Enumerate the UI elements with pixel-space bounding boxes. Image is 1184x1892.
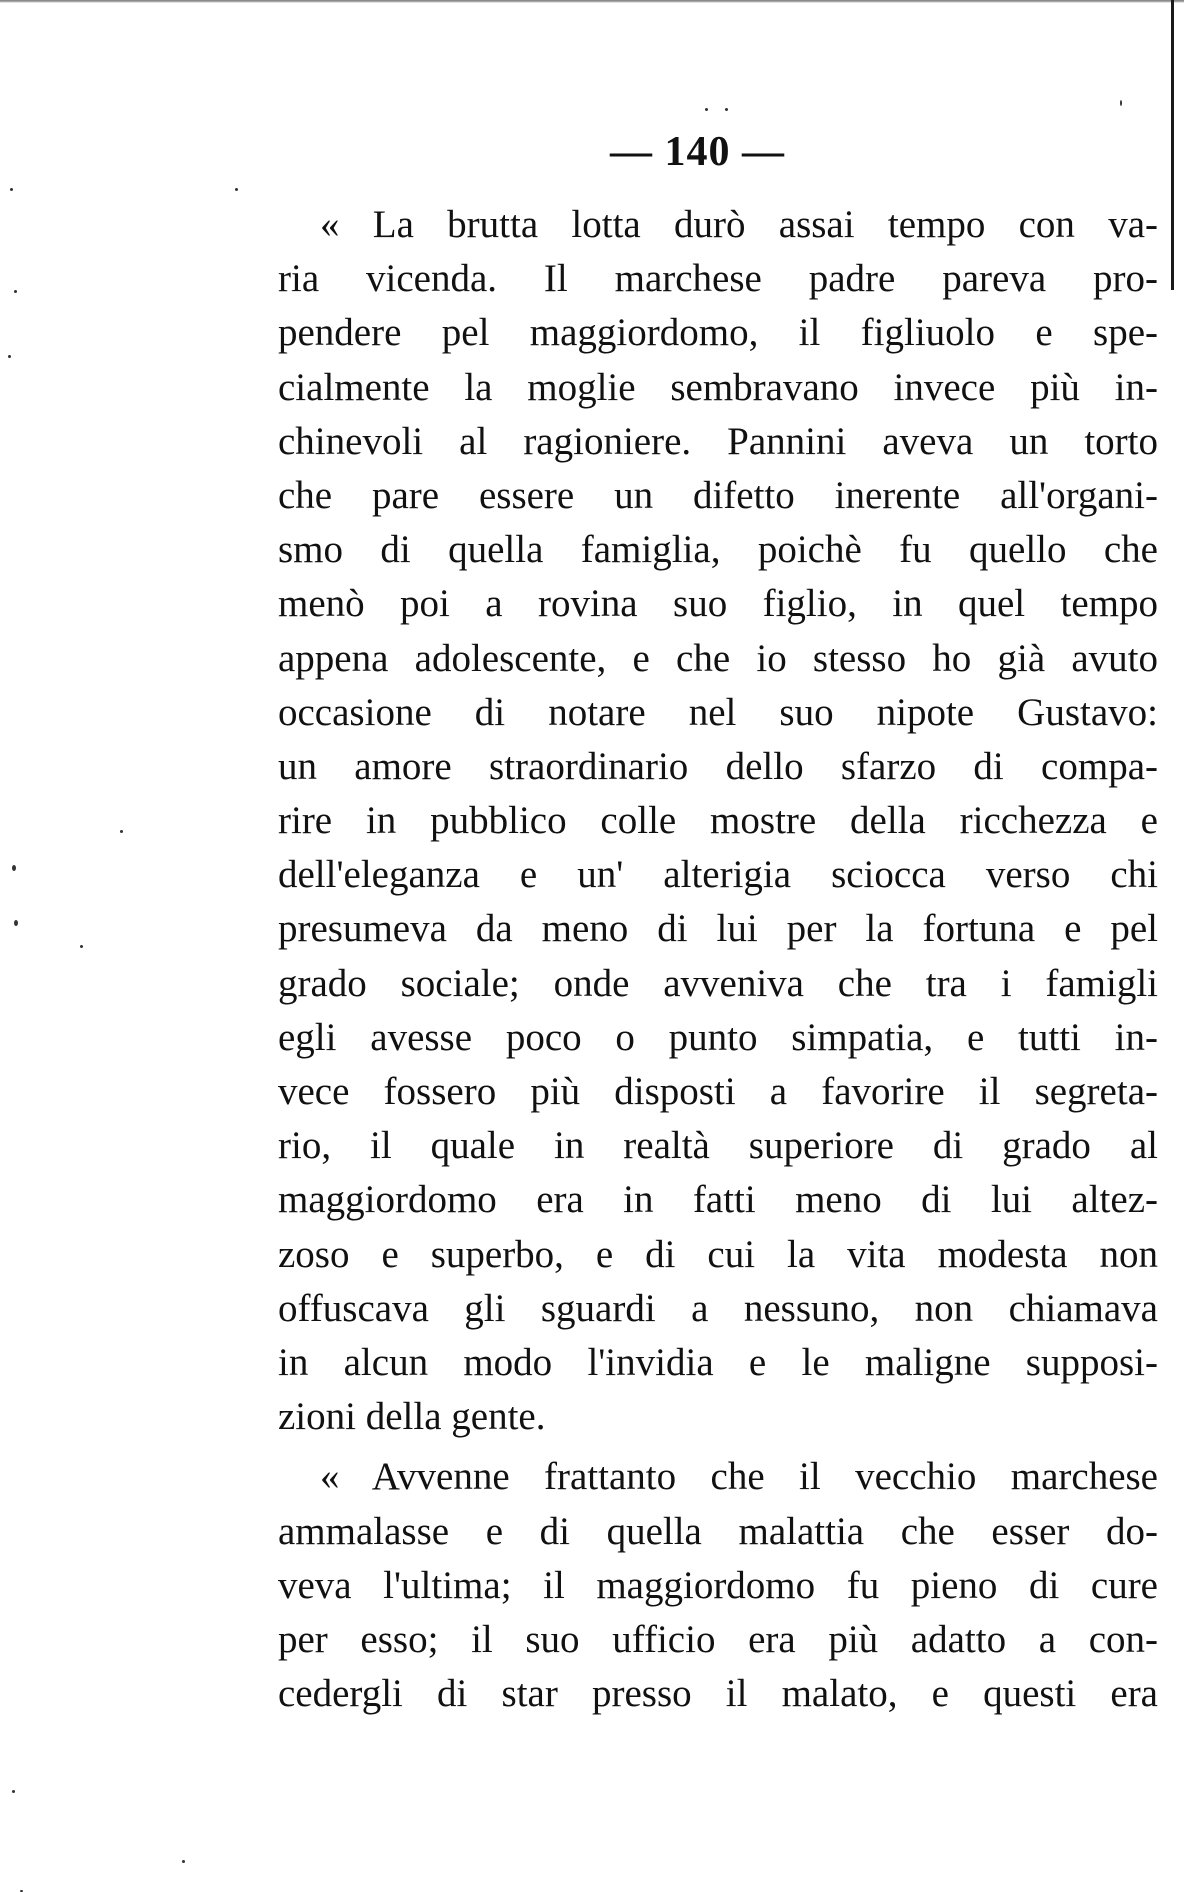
scan-speck (10, 188, 13, 191)
text-line: appena adolescente, e che io stesso ho già avuto (278, 636, 1158, 680)
text-line: ammalasse e di quella malattia che esser do- (278, 1509, 1158, 1553)
scan-speck (12, 865, 16, 871)
text-line: rio, il quale in realtà superiore di grado al (278, 1124, 1158, 1168)
scan-speck (705, 108, 708, 111)
scan-speck (725, 108, 728, 111)
scan-edge-right (1171, 0, 1174, 290)
scan-speck (8, 355, 11, 358)
text-line: pendere pel maggiordomo, il figliuolo e spe- (278, 311, 1158, 355)
text-line: smo di quella famiglia, poichè fu quello che (278, 528, 1158, 572)
scan-speck (182, 1860, 185, 1863)
text-line: « Avvenne frattanto che il vecchio marchese (320, 1455, 1158, 1499)
scan-speck (235, 188, 238, 191)
text-line: vece fossero più disposti a favorire il segreta- (278, 1070, 1158, 1113)
text-line: offuscava gli sguardi a nessuno, non chiamava (278, 1286, 1158, 1330)
page-number: — 140 — (610, 129, 785, 175)
text-line: cedergli di star presso il malato, e questi era (278, 1672, 1158, 1716)
text-line: in alcun modo l'invidia e le maligne supposi- (278, 1340, 1158, 1384)
scan-speck (1120, 100, 1122, 106)
text-line: grado sociale; onde avveniva che tra i famigli (278, 961, 1158, 1005)
body-text (278, 198, 1158, 1721)
text-line: ria vicenda. Il marchese padre pareva pro- (278, 257, 1158, 301)
scan-edge-top (0, 0, 1184, 6)
text-line: egli avesse poco o punto simpatia, e tutti in- (278, 1015, 1158, 1059)
paragraph (278, 1450, 1158, 1721)
text-line: chinevoli al ragioniere. Pannini aveva un torto (278, 419, 1158, 463)
text-line: occasione di notare nel suo nipote Gustavo: (278, 690, 1158, 734)
text-line: menò poi a rovina suo figlio, in quel tempo (278, 582, 1158, 626)
scan-speck (80, 945, 83, 948)
text-line: per esso; il suo ufficio era più adatto a con- (278, 1617, 1158, 1661)
text-line: rire in pubblico colle mostre della ricchezza e (278, 799, 1158, 843)
text-line: zioni della gente. (278, 1395, 546, 1439)
scan-speck (14, 920, 18, 926)
scan-speck (120, 830, 123, 833)
text-line: dell'eleganza e un' alterigia sciocca verso chi (278, 853, 1158, 897)
text-line: presumeva da meno di lui per la fortuna e pel (278, 907, 1158, 951)
text-line: un amore straordinario dello sfarzo di compa- (278, 744, 1158, 788)
scan-speck (12, 1790, 15, 1793)
text-line: veva l'ultima; il maggiordomo fu pieno di cure (278, 1563, 1158, 1607)
text-line: maggiordomo era in fatti meno di lui altez- (278, 1178, 1158, 1222)
text-line: zoso e superbo, e di cui la vita modesta non (278, 1232, 1158, 1276)
text-line: « La brutta lotta durò assai tempo con va- (320, 203, 1158, 246)
paragraph (278, 198, 1158, 1444)
text-line: che pare essere un difetto inerente all'organi- (278, 473, 1158, 517)
text-line: cialmente la moglie sembravano invece più in- (278, 365, 1158, 409)
scan-speck (14, 290, 17, 293)
